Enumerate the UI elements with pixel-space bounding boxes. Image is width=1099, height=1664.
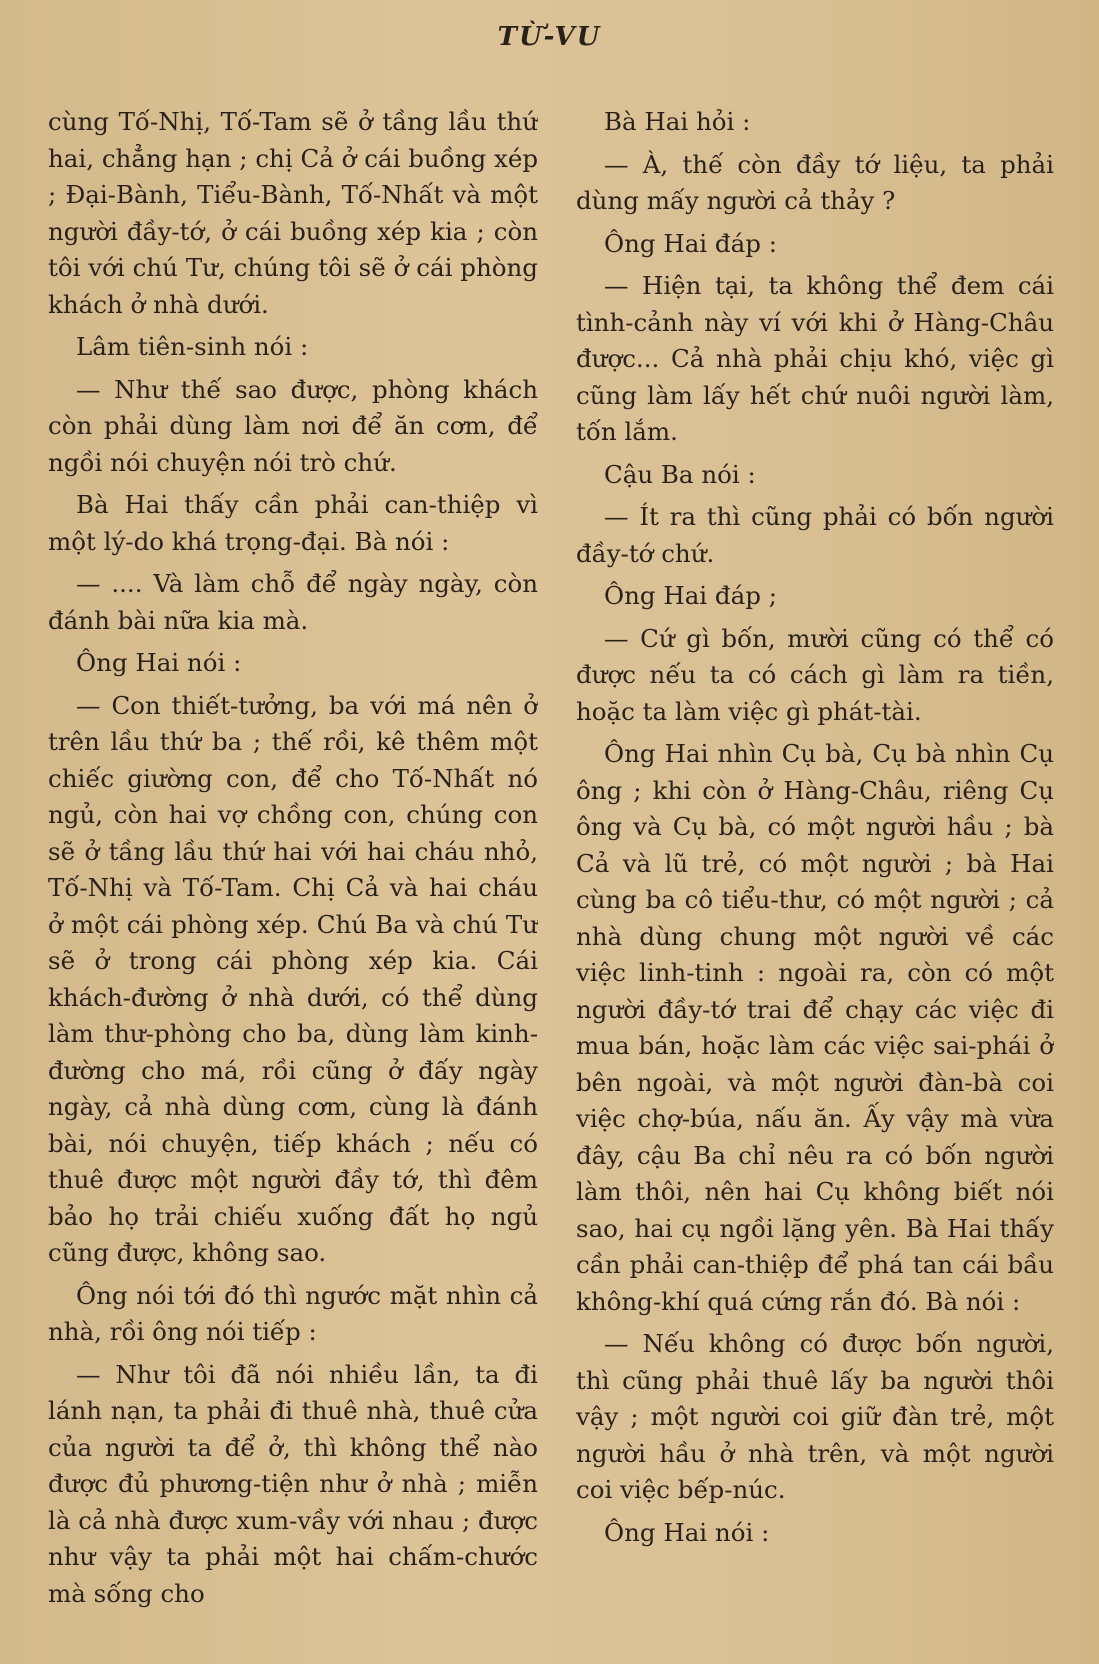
paragraph: Ông Hai đáp : [604,228,777,258]
paragraph: cùng Tố-Nhị, Tố-Tam sẽ ở tầng lầu thứ hai, chẳng hạn ; chị Cả ở cái buồng xép ; Đại-Bành, Tiểu-Bành, Tố-Nhất và một người đầy-tớ, ở cái buồng xép kia ; còn tôi với chú Tư, chúng tôi sẽ ở cái phòng khách ở nhà dưới. [48,107,538,319]
paragraph: — Nếu không có được bốn người, thì cũng phải thuê lấy ba người thôi vậy ; một người coi giữ đàn trẻ, một người hầu ở nhà trên, và một người coi việc bếp-núc. [576,1329,1054,1504]
paragraph: Ông Hai nói : [76,648,242,677]
running-title: TỪ-VU [497,22,602,52]
paragraph: Ông nói tới đó thì ngước mặt nhìn cả nhà, rồi ông nói tiếp : [48,1280,538,1346]
right-column [576,104,1054,1664]
paragraph: Ông Hai đáp ; [604,581,777,610]
paragraph: Bà Hai thấy cần phải can-thiệp vì một lý-do khá trọng-đại. Bà nói : [48,490,538,556]
paragraph: — Như tôi đã nói nhiều lần, ta đi lánh nạn, ta phải đi thuê nhà, thuê cửa của người ta để ở, thì không thể nào được đủ phương-tiện như ở nhà ; miễn là cả nhà được xum-vầy với nhau ; được như vậy ta phải một hai chấm-chước mà sống cho [48,1359,538,1608]
paragraph: — .... Và làm chỗ để ngày ngày, còn đánh bài nữa kia mà. [48,569,538,635]
paragraph: — Như thế sao được, phòng khách còn phải dùng làm nơi để ăn cơm, để ngồi nói chuyện nói trò chứ. [48,374,538,477]
paragraph: — Con thiết-tưởng, ba với má nên ở trên lầu thứ ba ; thế rồi, kê thêm một chiếc giường con, để cho Tố-Nhất nó ngủ, còn hai vợ chồng con, chúng con sẽ ở tầng lầu thứ hai với hai cháu nhỏ, Tố-Nhị và Tố-Tam. Chị Cả và hai cháu ở một cái phòng xép. Chú Ba và chú Tư sẽ ở trong cái phòng xép kia. Cái khách-đường ở nhà dưới, có thể dùng làm thư-phòng cho ba, dùng làm kinh-đường cho má, rồi cũng ở đấy ngày ngày, cả nhà dùng cơm, cùng là đánh bài, nói chuyện, tiếp khách ; nếu có thuê được một người đầy tớ, thì đêm bảo họ trải chiếu xuống đất họ ngủ cũng được, không sao. [48,690,538,1267]
paragraph: — Ít ra thì cũng phải có bốn người đầy-tớ chứ. [576,502,1054,568]
paragraph: — À, thế còn đầy tớ liệu, ta phải dùng mấy người cả thảy ? [576,149,1054,215]
left-column [48,104,538,1664]
paragraph: Ông Hai nhìn Cụ bà, Cụ bà nhìn Cụ ông ; khi còn ở Hàng-Châu, riêng Cụ ông và Cụ bà, có một người hầu ; bà Cả và lũ trẻ, có một người ; bà Hai cùng ba cô tiểu-thư, có một người ; cả nhà dùng chung một người về các việc linh-tinh : ngoài ra, còn có một người đầy-tớ trai để chạy các việc đi mua bán, hoặc làm các việc sai-phái ở bên ngoài, và một người đàn-bà coi việc chợ-búa, nấu ăn. Ấy vậy mà vừa đây, cậu Ba chỉ nêu ra có bốn người làm thôi, nên hai Cụ không biết nói sao, hai cụ ngồi lặng yên. Bà Hai thấy cần phải can-thiệp để phá tan cái bầu không-khí quá cứng rắn đó. Bà nói : [576,739,1054,1316]
paragraph: Bà Hai hỏi : [604,107,751,136]
paragraph: Cậu Ba nói : [604,459,756,489]
paragraph: — Cứ gì bốn, mười cũng có thể có được nếu ta có cách gì làm ra tiền, hoặc ta làm việc gì phát-tài. [576,623,1054,726]
paragraph: Ông Hai nói : [604,1517,770,1547]
paragraph: — Hiện tại, ta không thể đem cái tình-cảnh này ví với khi ở Hàng-Châu được... Cả nhà phải chịu khó, việc gì cũng làm lấy hết chứ nuôi người làm, tốn lắm. [576,271,1054,446]
paragraph: Lâm tiên-sinh nói : [76,332,309,361]
